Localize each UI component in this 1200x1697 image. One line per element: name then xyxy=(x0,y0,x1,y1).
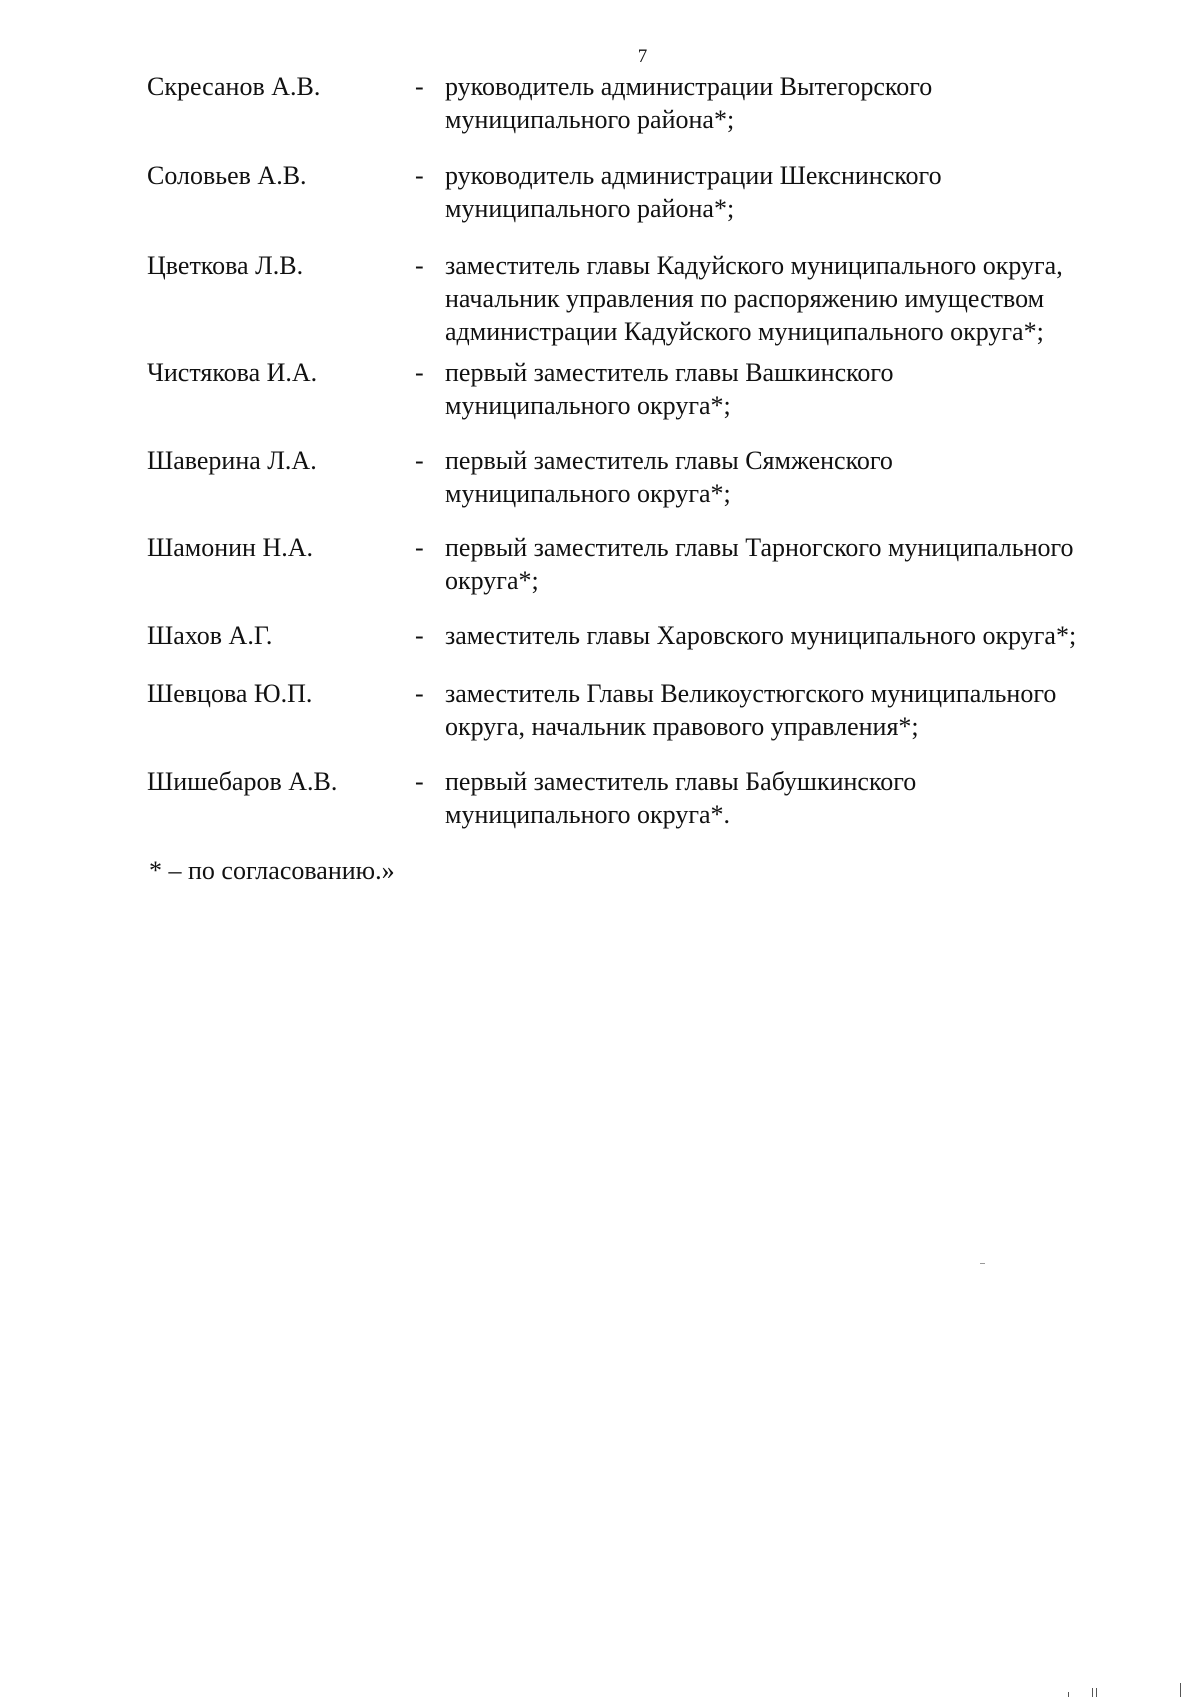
member-name: Шаверина Л.А. xyxy=(147,446,317,475)
member-role: руководитель администрации Шекснинского муниципального района*; xyxy=(445,161,942,223)
page-number: 7 xyxy=(637,46,648,67)
member-name: Чистякова И.А. xyxy=(147,358,318,387)
member-dash: - xyxy=(415,679,424,708)
member-role: первый заместитель главы Бабушкинского муниципального округа*. xyxy=(445,767,917,829)
member-name: Соловьев А.В. xyxy=(147,161,307,190)
member-dash: - xyxy=(415,621,424,650)
member-role: заместитель главы Харовского муниципального округа*; xyxy=(445,621,1077,650)
member-dash: - xyxy=(415,161,424,190)
member-role: первый заместитель главы Тарногского муниципального округа*; xyxy=(445,533,1074,595)
member-dash: - xyxy=(415,533,424,562)
member-dash: - xyxy=(415,767,424,796)
member-name: Шевцова Ю.П. xyxy=(147,679,313,708)
scan-speck xyxy=(980,1263,985,1264)
scan-edge-marks xyxy=(1058,1681,1188,1697)
member-role: заместитель Главы Великоустюгского муниципального округа, начальник правового управления*; xyxy=(445,679,1057,741)
member-role: первый заместитель главы Вашкинского муниципального округа*; xyxy=(445,358,894,420)
footnote: * – по согласованию.» xyxy=(149,856,395,885)
member-role: руководитель администрации Вытегорского муниципального района*; xyxy=(445,72,933,134)
member-role: первый заместитель главы Сямженского муниципального округа*; xyxy=(445,446,893,508)
member-role: заместитель главы Кадуйского муниципального округа, начальник управления по распоряжению имуществом администрации Кадуйского муниципального округа*; xyxy=(445,251,1063,346)
member-name: Цветкова Л.В. xyxy=(147,251,304,280)
member-name: Шишебаров А.В. xyxy=(147,767,338,796)
member-name: Шамонин Н.А. xyxy=(147,533,314,562)
member-name: Скресанов А.В. xyxy=(147,72,321,101)
member-dash: - xyxy=(415,72,424,101)
member-dash: - xyxy=(415,358,424,387)
member-dash: - xyxy=(415,251,424,280)
member-dash: - xyxy=(415,446,424,475)
member-name: Шахов А.Г. xyxy=(147,621,273,650)
